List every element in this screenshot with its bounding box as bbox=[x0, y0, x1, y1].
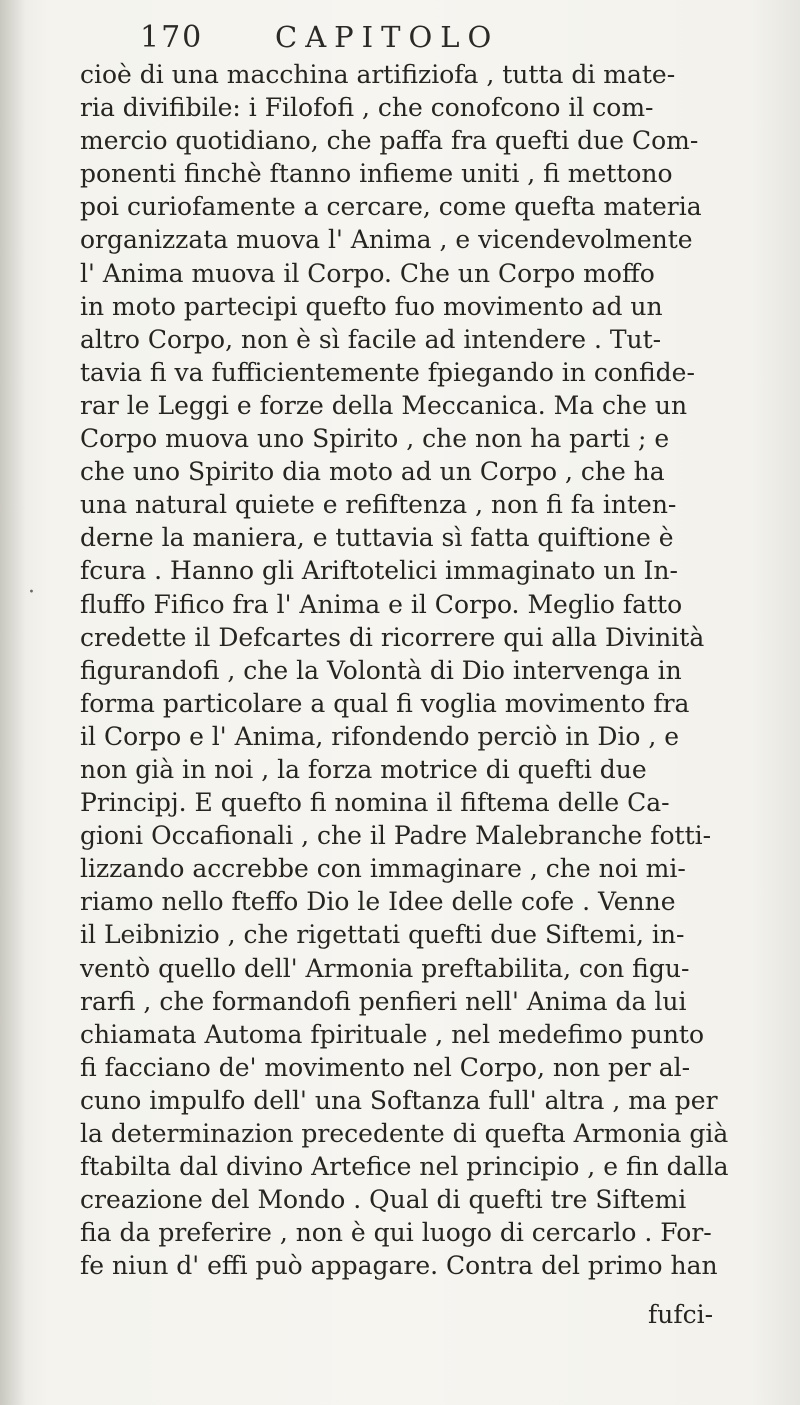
text-line: altro Corpo, non è sì facile ad intendere . Tut- bbox=[80, 324, 662, 354]
text-line: cioè di una macchina artifiziofa , tutta di mate- bbox=[80, 60, 676, 89]
catchword: fufci- bbox=[648, 1300, 714, 1329]
text-line: che uno Spirito dia moto ad un Corpo , che ha bbox=[80, 457, 665, 487]
text-line: una natural quiete e refiftenza , non fi fa inten- bbox=[80, 490, 677, 520]
text-line: non già in noi , la forza motrice di quefti due bbox=[80, 754, 647, 784]
page-header bbox=[140, 20, 560, 60]
text-line: il Leibnizio , che rigettati quefti due Siftemi, in- bbox=[80, 920, 685, 950]
text-line: organizzata muova l' Anima , e vicendevolmente bbox=[80, 225, 693, 255]
text-line: tavia fi va fufficientemente fpiegando in confide- bbox=[80, 357, 695, 387]
text-line: gioni Occafionali , che il Padre Malebranche fotti- bbox=[80, 821, 712, 851]
page-number: 170 bbox=[140, 20, 204, 55]
text-line: ria divifibile: i Filofofi , che conofcono il com- bbox=[80, 93, 654, 123]
text-line: credette il Defcartes di ricorrere qui alla Divinità bbox=[80, 622, 705, 652]
text-line: lizzando accrebbe con immaginare , che noi mi- bbox=[80, 854, 686, 884]
text-line: ventò quello dell' Armonia preftabilita, con figu- bbox=[80, 953, 690, 983]
text-line: figurandofi , che la Volontà di Dio intervenga in bbox=[80, 655, 682, 685]
text-line: ftabilta dal divino Artefice nel principio , e fin dalla bbox=[80, 1152, 729, 1182]
text-line: poi curiofamente a cercare, come quefta materia bbox=[80, 192, 702, 222]
text-line: fia da preferire , non è qui luogo di cercarlo . For- bbox=[80, 1218, 712, 1248]
text-line: creazione del Mondo . Qual di quefti tre Siftemi bbox=[80, 1185, 687, 1215]
text-line: fe niun d' effi può appagare. Contra del primo han bbox=[80, 1251, 718, 1281]
running-head: CAPITOLO bbox=[275, 20, 500, 54]
text-line: la determinazion precedente di quefta Armonia già bbox=[80, 1119, 729, 1148]
text-line: ponenti finchè ftanno infieme uniti , fi mettono bbox=[80, 159, 673, 189]
text-line: in moto partecipi quefto fuo movimento ad un bbox=[80, 291, 663, 321]
text-line: il Corpo e l' Anima, rifondendo perciò in Dio , e bbox=[80, 721, 680, 751]
text-line: cuno impulfo dell' una Softanza full' altra , ma per bbox=[80, 1085, 718, 1115]
text-line: forma particolare a qual fi voglia movimento fra bbox=[80, 688, 690, 718]
text-line: rarfi , che formandofi penfieri nell' Anima da lui bbox=[80, 986, 687, 1016]
text-line: Principj. E quefto fi nomina il fiftema delle Ca- bbox=[80, 788, 670, 818]
text-line: derne la maniera, e tuttavia sì fatta quiftione è bbox=[80, 523, 674, 553]
text-line: riamo nello fteffo Dio le Idee delle cofe . Venne bbox=[80, 887, 676, 917]
text-line: mercio quotidiano, che paffa fra quefti due Com- bbox=[80, 126, 699, 156]
text-line: chiamata Automa fpirituale , nel medefimo punto bbox=[80, 1019, 705, 1049]
text-line: fluffo Fifico fra l' Anima e il Corpo. Meglio fatto bbox=[80, 589, 683, 619]
text-line: fcura . Hanno gli Ariftotelici immaginato un In- bbox=[80, 556, 678, 586]
text-line: fi facciano de' movimento nel Corpo, non per al- bbox=[80, 1052, 691, 1082]
text-line: rar le Leggi e forze della Meccanica. Ma che un bbox=[80, 390, 688, 420]
margin-mark: · bbox=[28, 580, 35, 605]
text-line: Corpo muova uno Spirito , che non ha parti ; e bbox=[80, 424, 670, 454]
body-text bbox=[80, 58, 780, 1282]
text-line: l' Anima muova il Corpo. Che un Corpo moffo bbox=[80, 258, 655, 288]
